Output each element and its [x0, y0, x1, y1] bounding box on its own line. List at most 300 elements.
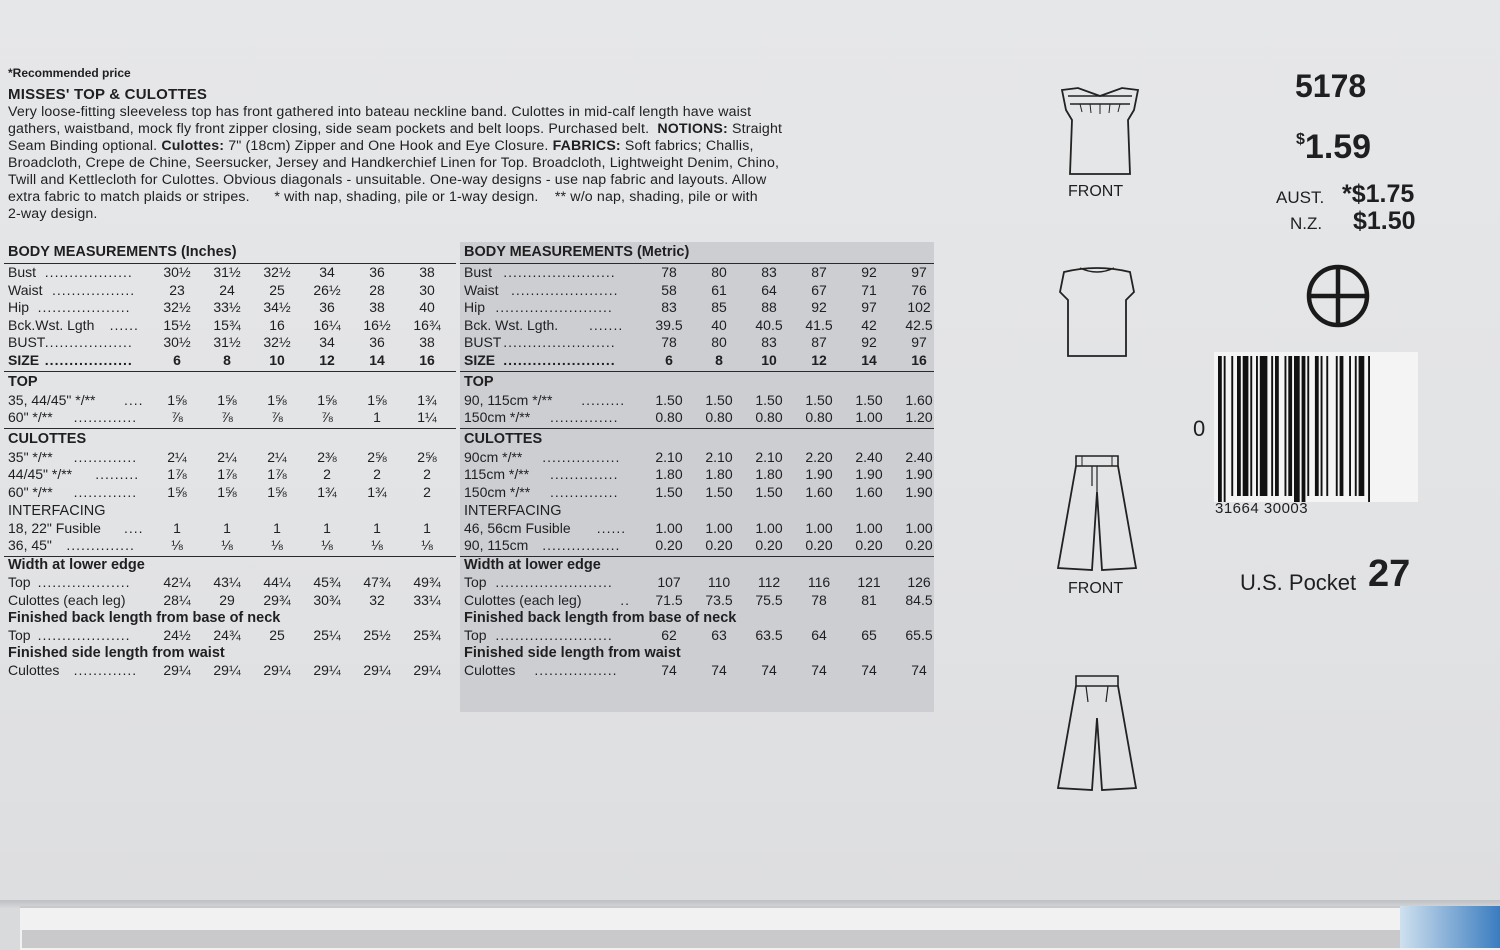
row-label: 36, 45": [8, 537, 52, 554]
row-value: 29¾: [263, 591, 291, 608]
row-value: 16: [269, 316, 285, 333]
desc-line: extra fabric to match plaids or stripes. * with nap, shading, pile or 1-way design. ** w/o nap, shading, pile or with: [8, 189, 758, 205]
table-row: [460, 334, 934, 352]
row-value: 110: [707, 574, 731, 591]
nz-label: N.Z.: [1290, 214, 1323, 233]
table-row: [460, 537, 934, 555]
leader-dots: ................: [542, 537, 621, 554]
us-price: $1.59: [1296, 128, 1372, 166]
leader-dots: ........................: [495, 627, 613, 644]
row-value: 74: [911, 662, 927, 679]
leader-dots: .................: [534, 662, 618, 679]
row-value: 67: [811, 281, 827, 298]
row-value: 1.00: [705, 519, 733, 536]
barcode-bar: [1321, 356, 1323, 496]
row-label: Culottes: [8, 662, 60, 679]
row-value: 62: [661, 627, 677, 644]
leader-dots: .............: [73, 662, 138, 679]
row-value: 34½: [263, 299, 291, 316]
row-value: 74: [761, 662, 777, 679]
table-row: [460, 627, 934, 645]
table-row: [4, 520, 456, 538]
metric-culottes-rows: [460, 449, 934, 502]
table-row: [460, 392, 934, 410]
table-row: [460, 282, 934, 300]
row-value: 1⅝: [317, 391, 337, 408]
blue-background-edge: [1400, 906, 1500, 948]
leader-dots: ...................: [37, 299, 131, 316]
row-value: 25¼: [313, 627, 341, 644]
row-value: 1⅝: [167, 391, 187, 408]
row-value: 16½: [363, 316, 391, 333]
row-value: 1: [323, 519, 331, 536]
leader-dots: .................: [52, 281, 136, 298]
table-row: [4, 574, 456, 592]
row-value: 0.80: [655, 409, 683, 426]
row-value: 32: [369, 591, 385, 608]
row-value: 12: [319, 351, 335, 368]
row-value: 2.10: [705, 448, 733, 465]
row-value: 0.20: [705, 537, 733, 554]
row-value: 87: [811, 264, 827, 280]
row-value: 92: [861, 264, 877, 280]
barcode-bar: [1294, 356, 1300, 502]
row-value: 97: [861, 299, 877, 316]
top-back-sketch-icon: [1052, 262, 1142, 362]
row-value: 29¼: [413, 662, 441, 679]
row-value: 1.90: [905, 483, 933, 500]
row-value: 65.5: [905, 627, 933, 644]
table-row: [4, 484, 456, 502]
table-row: [4, 334, 456, 352]
row-value: 1.50: [705, 483, 733, 500]
row-value: 24: [219, 281, 235, 298]
metric-back-rows: [460, 627, 934, 645]
barcode-bar: [1250, 356, 1252, 496]
row-label: 150cm */**: [464, 483, 531, 500]
row-value: 1⅝: [267, 391, 287, 408]
leader-dots: ..................: [44, 334, 133, 351]
row-value: 1⅝: [267, 483, 287, 500]
row-label: 35, 44/45" */**: [8, 391, 96, 408]
row-label: Waist: [464, 281, 499, 298]
row-value: 1: [423, 519, 431, 536]
row-value: 32½: [263, 264, 291, 280]
description-block: [8, 66, 928, 223]
nz-price: $1.50: [1353, 207, 1416, 235]
row-value: 2: [373, 466, 381, 483]
row-label: 46, 56cm Fusible: [464, 519, 571, 536]
row-value: 76: [911, 281, 927, 298]
row-value: 36: [369, 264, 385, 280]
row-value: 10: [761, 351, 777, 368]
table-row: [4, 392, 456, 410]
row-value: 16: [419, 351, 435, 368]
row-value: 1.50: [855, 391, 883, 408]
leader-dots: ......: [109, 316, 139, 333]
metric-back-heading: Finished back length from base of neck: [464, 609, 737, 626]
leader-dots: .............: [73, 448, 138, 465]
row-label: Bck. Wst. Lgth.: [464, 316, 559, 333]
row-value: 1¾: [417, 391, 437, 408]
row-label: Hip: [464, 299, 486, 316]
row-value: 2.20: [805, 448, 833, 465]
row-value: 1: [273, 519, 281, 536]
leader-dots: ....: [124, 391, 144, 408]
row-value: 2.40: [905, 448, 933, 465]
leader-dots: ..................: [44, 351, 133, 368]
row-label: Bust: [464, 264, 493, 280]
barcode-bar: [1302, 356, 1306, 502]
row-label: 60" */**: [8, 483, 53, 500]
envelope-inner-strip: [22, 930, 1442, 948]
row-value: 107: [657, 574, 681, 591]
row-value: 2: [323, 466, 331, 483]
row-value: 92: [861, 334, 877, 351]
row-value: 6: [665, 351, 673, 368]
row-value: 14: [369, 351, 385, 368]
row-value: 75.5: [755, 591, 783, 608]
leader-dots: ..............: [550, 483, 619, 500]
leader-dots: ..: [620, 591, 630, 608]
aust-price: *$1.75: [1342, 180, 1415, 208]
metric-top-heading: TOP: [464, 373, 494, 390]
row-value: 83: [761, 334, 777, 351]
row-value: 85: [711, 299, 727, 316]
row-value: 92: [811, 299, 827, 316]
imperial-back-rows: [4, 627, 456, 645]
row-value: 12: [811, 351, 827, 368]
row-value: 44¼: [263, 574, 291, 591]
top-front-sketch-icon: [1050, 82, 1150, 182]
row-value: 30: [419, 281, 435, 298]
crosshair-circle-icon: [1306, 264, 1370, 328]
row-value: 36: [369, 334, 385, 351]
row-value: 1.60: [905, 391, 933, 408]
row-value: 2⅜: [317, 448, 337, 465]
row-value: 74: [861, 662, 877, 679]
row-value: 78: [661, 264, 677, 280]
row-label: Top: [464, 574, 487, 591]
barcode-bar: [1271, 356, 1273, 496]
row-value: 0.80: [805, 409, 833, 426]
desc-line: Very loose-fitting sleeveless top has front gathered into bateau neckline band. Culottes in mid-calf length have waist: [8, 104, 752, 120]
table-row: [4, 299, 456, 317]
row-label: 18, 22" Fusible: [8, 519, 101, 536]
leader-dots: .........: [581, 391, 626, 408]
row-value: 47¾: [363, 574, 391, 591]
row-value: 78: [661, 334, 677, 351]
row-value: 30½: [163, 334, 191, 351]
row-value: 38: [419, 334, 435, 351]
imperial-interfacing-rows: [4, 520, 456, 555]
row-value: 1.90: [855, 466, 883, 483]
imperial-width-heading: Width at lower edge: [8, 556, 145, 573]
barcode-bar: [1275, 356, 1279, 496]
row-value: 25: [269, 627, 285, 644]
row-value: 81: [861, 591, 877, 608]
row-label: 44/45" */**: [8, 466, 73, 483]
row-label: Culottes (each leg): [464, 591, 582, 608]
barcode-icon: [1214, 352, 1418, 502]
row-label: 90, 115cm: [464, 537, 529, 554]
row-value: 1¼: [417, 409, 437, 426]
leader-dots: .......................: [503, 264, 616, 280]
row-value: 73.5: [705, 591, 733, 608]
barcode-bar: [1315, 356, 1319, 496]
leader-dots: ....: [124, 519, 144, 536]
barcode-bar: [1224, 356, 1226, 502]
row-value: ⅛: [371, 537, 383, 554]
row-label: 35" */**: [8, 448, 53, 465]
row-value: 24¾: [213, 627, 241, 644]
row-value: 1⅝: [217, 483, 237, 500]
leader-dots: ......................: [511, 281, 619, 298]
barcode-bar: [1359, 356, 1365, 496]
row-label: Top: [464, 627, 487, 644]
leader-dots: ...................: [37, 574, 131, 591]
table-row: [4, 409, 456, 427]
leader-dots: ...................: [37, 627, 131, 644]
row-value: ⅞: [221, 409, 233, 426]
row-value: 30½: [163, 264, 191, 280]
row-value: ⅛: [321, 537, 333, 554]
row-value: 8: [715, 351, 723, 368]
row-value: 1⅝: [367, 391, 387, 408]
pattern-number: 5178: [1295, 68, 1367, 104]
imperial-culottes-rows: [4, 449, 456, 502]
table-row: [460, 484, 934, 502]
row-value: 65: [861, 627, 877, 644]
table-row: [4, 662, 456, 680]
desc-line: 2-way design.: [8, 206, 98, 222]
barcode-bar: [1336, 356, 1338, 496]
leader-dots: ........................: [495, 299, 613, 316]
barcode-bar: [1349, 356, 1351, 496]
row-label: SIZE: [8, 351, 40, 368]
imperial-interfacing-heading: INTERFACING: [8, 502, 106, 519]
row-value: 1.00: [755, 519, 783, 536]
imperial-back-heading: Finished back length from base of neck: [8, 609, 281, 626]
row-value: 74: [711, 662, 727, 679]
metric-side-rows: [460, 662, 934, 680]
row-value: 24½: [163, 627, 191, 644]
desc-line: Twill and Kettlecloth for Culottes. Obvious diagonals - unsuitable. One-way designs - use nap fabric and layouts. Allow: [8, 172, 767, 188]
row-label: Culottes: [464, 662, 516, 679]
row-value: 6: [173, 351, 181, 368]
imperial-body-rows: [4, 264, 456, 370]
leader-dots: .......: [589, 316, 624, 333]
barcode-bar: [1218, 356, 1222, 502]
leader-dots: ..............: [550, 466, 619, 483]
desc-line: Seam Binding optional. Culottes: 7" (18cm) Zipper and One Hook and Eye Closure. FABRICS: Soft fabrics; Challis,: [8, 138, 754, 154]
row-value: 0.20: [905, 537, 933, 554]
barcode-bar: [1260, 356, 1268, 496]
table-row: [460, 299, 934, 317]
row-value: 29¼: [213, 662, 241, 679]
imperial-culottes-heading: CULOTTES: [8, 430, 87, 447]
row-value: 0.20: [805, 537, 833, 554]
table-row: [4, 537, 456, 555]
row-value: 33¼: [413, 591, 441, 608]
row-label: Top: [8, 574, 31, 591]
row-value: ⅞: [321, 409, 333, 426]
metric-width-heading: Width at lower edge: [464, 556, 601, 573]
row-value: 1¾: [317, 483, 337, 500]
leader-dots: ......: [596, 519, 627, 536]
row-value: 78: [811, 591, 827, 608]
row-value: 1⅝: [167, 483, 187, 500]
metric-culottes-heading: CULOTTES: [464, 430, 543, 447]
row-value: 1⅞: [217, 466, 237, 483]
leader-dots: .............: [73, 409, 138, 426]
row-value: 40: [711, 316, 727, 333]
barcode-bar: [1285, 356, 1287, 496]
row-value: 28: [369, 281, 385, 298]
row-value: 29¼: [263, 662, 291, 679]
leader-dots: .......................: [503, 351, 616, 368]
row-value: 43¼: [213, 574, 241, 591]
row-value: 1.00: [855, 519, 883, 536]
leader-dots: ..................: [44, 264, 133, 280]
row-value: 29¼: [363, 662, 391, 679]
row-value: 1: [223, 519, 231, 536]
price-symbol: $: [1296, 131, 1305, 148]
row-value: 87: [811, 334, 827, 351]
row-value: 1¾: [367, 483, 387, 500]
row-value: 64: [761, 281, 777, 298]
row-value: 29: [219, 591, 235, 608]
row-value: 15¾: [213, 316, 241, 333]
row-label: 60" */**: [8, 409, 53, 426]
row-label: SIZE: [464, 351, 496, 368]
row-value: 1.50: [655, 483, 683, 500]
barcode-bar: [1326, 356, 1328, 496]
row-value: 2: [423, 466, 431, 483]
row-value: ⅛: [421, 537, 433, 554]
metric-side-heading: Finished side length from waist: [464, 644, 681, 661]
row-value: 1.50: [655, 391, 683, 408]
row-value: 1.60: [855, 483, 883, 500]
row-label: BUST: [8, 334, 46, 351]
row-value: 2: [423, 483, 431, 500]
table-row: [460, 662, 934, 680]
row-value: 49¾: [413, 574, 441, 591]
row-label: 150cm */**: [464, 409, 531, 426]
row-value: 63: [711, 627, 727, 644]
row-value: 42: [861, 316, 877, 333]
row-value: 2.10: [755, 448, 783, 465]
table-row: [4, 466, 456, 484]
row-label: 90cm */**: [464, 448, 523, 465]
barcode-bar: [1243, 356, 1249, 496]
metric-width-rows: [460, 574, 934, 609]
row-value: 0.80: [705, 409, 733, 426]
row-value: 97: [911, 334, 927, 351]
row-value: 1.20: [905, 409, 933, 426]
row-value: 64: [811, 627, 827, 644]
row-value: 29¼: [163, 662, 191, 679]
row-value: 88: [761, 299, 777, 316]
leader-dots: ..............: [550, 409, 619, 426]
row-value: 39.5: [655, 316, 683, 333]
row-value: 1.80: [755, 466, 783, 483]
row-value: 42¼: [163, 574, 191, 591]
leader-dots: ..............: [66, 537, 135, 554]
row-value: 23: [169, 281, 185, 298]
metric-interfacing-heading: INTERFACING: [464, 502, 562, 519]
row-value: 2.10: [655, 448, 683, 465]
row-value: 1.50: [755, 391, 783, 408]
row-value: 1: [373, 519, 381, 536]
barcode-bar: [1288, 356, 1292, 496]
culottes-front-sketch-icon: [1052, 452, 1142, 577]
row-label: 115cm */**: [464, 466, 530, 483]
row-value: 42.5: [905, 316, 933, 333]
table-row: [4, 282, 456, 300]
row-value: 71.5: [655, 591, 683, 608]
row-value: 1.00: [805, 519, 833, 536]
row-value: 2¼: [167, 448, 187, 465]
row-value: 58: [661, 281, 677, 298]
imperial-width-rows: [4, 574, 456, 609]
row-value: 26½: [313, 281, 341, 298]
row-value: ⅞: [171, 409, 183, 426]
row-value: 1.00: [855, 409, 883, 426]
table-row: [460, 409, 934, 427]
leader-dots: .........: [95, 466, 140, 483]
row-value: 1.80: [655, 466, 683, 483]
metric-measurements-table: [460, 242, 934, 712]
row-value: 25½: [363, 627, 391, 644]
row-value: ⅛: [271, 537, 283, 554]
row-value: 1⅝: [217, 391, 237, 408]
imperial-measurements-table: [4, 242, 456, 680]
row-value: 1.90: [905, 466, 933, 483]
metric-top-rows: [460, 392, 934, 427]
row-value: 25¾: [413, 627, 441, 644]
row-value: 1: [373, 409, 381, 426]
row-value: 1.50: [705, 391, 733, 408]
row-value: 71: [861, 281, 877, 298]
desc-line: gathers, waistband, mock fly front zipper closing, side seam pockets and belt loops. Purchased belt. NOTIONS: Straight: [8, 121, 783, 137]
table-row: [4, 264, 456, 282]
row-value: 10: [269, 351, 285, 368]
table-row: [460, 352, 934, 370]
culottes-front-label: FRONT: [1068, 580, 1124, 597]
row-value: 2¼: [217, 448, 237, 465]
table-row: [4, 449, 456, 467]
barcode-bar: [1256, 356, 1258, 496]
pattern-description: [8, 104, 928, 223]
barcode-number: 31664 30003: [1215, 500, 1309, 517]
row-value: 25: [269, 281, 285, 298]
table-row: [460, 317, 934, 335]
row-value: 1.00: [905, 519, 933, 536]
table-row: [4, 592, 456, 610]
row-label: Waist: [8, 281, 43, 298]
row-value: 32½: [263, 334, 291, 351]
row-value: 61: [711, 281, 727, 298]
row-value: 8: [223, 351, 231, 368]
row-value: 1.80: [705, 466, 733, 483]
row-value: 0.20: [755, 537, 783, 554]
row-value: 1.60: [805, 483, 833, 500]
row-value: ⅛: [171, 537, 183, 554]
row-value: 32½: [163, 299, 191, 316]
row-label: Top: [8, 627, 31, 644]
leader-dots: ........................: [495, 574, 613, 591]
